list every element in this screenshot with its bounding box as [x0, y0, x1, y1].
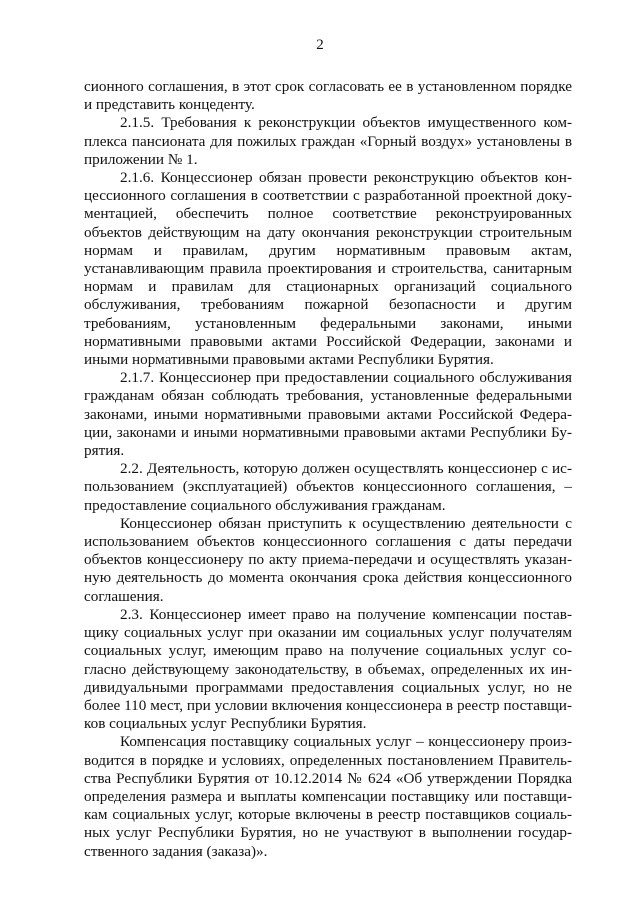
document-body	[84, 78, 572, 861]
paragraph-2-1-7: 2.1.7. Концессионер при предоставлении социального обслуживания гражданам обязан соблюдать требования, установленные федеральными законами, иными нормативными правовыми актами Российской Федерации, законами и иными нормативными правовыми актами Республики Бурятия.	[84, 369, 572, 460]
paragraph-continuation: сионного соглашения, в этот срок согласовать ее в установленном порядке и представить концеденту.	[84, 78, 572, 114]
paragraph-2-2-activity-start: Концессионер обязан приступить к осуществлению деятельности с использованием объектов концессионного соглашения с даты передачи объектов концессионеру по акту приема-передачи и осуществлять указанную деятельность до момента окончания срока действия концессионного соглашения.	[84, 514, 572, 605]
page-number: 2	[316, 37, 324, 53]
paragraph-2-3: 2.3. Концессионер имеет право на получение компенсации поставщику социальных услуг при оказании им социальных услуг получателям социальных услуг, имеющим право на получение социальных услуг согласно действующему законодательству, в объемах, определенных их индивидуальными программами предоставления социальных услуг, но не более 110 мест, при условии включения концессионера в реестр поставщиков социальных услуг Республики Бурятия.	[84, 605, 572, 733]
paragraph-2-1-5: 2.1.5. Требования к реконструкции объектов имущественного комплекса пансионата для пожилых граждан «Горный воздух» установлены в приложении № 1.	[84, 114, 572, 168]
paragraph-2-2: 2.2. Деятельность, которую должен осуществлять концессионер с использованием (эксплуатацией) объектов концессионного соглашения, – предоставление социального обслуживания гражданам.	[84, 460, 572, 514]
paragraph-2-3-compensation: Компенсация поставщику социальных услуг – концессионеру производится в порядке и условиях, определенных постановлением Правительства Республики Бурятия от 10.12.2014 № 624 «Об утверждении Порядка определения размера и выплаты компенсации поставщику или поставщикам социальных услуг, которые включены в реестр поставщиков социальных услуг Республики Бурятия, но не участвуют в выполнении государственного задания (заказа)».	[84, 733, 572, 860]
paragraph-2-1-6: 2.1.6. Концессионер обязан провести реконструкцию объектов концессионного соглашения в соответствии с разработанной проектной документацией, обеспечить полное соответствие реконструированных объектов действующим на дату окончания реконструкции строительным нормам и правилам, другим нормативным правовым актам, устанавливающим правила проектирования и строительства, санитарным нормам и правилам для стационарных организаций социального обслуживания, требованиям пожарной безопасности и другим требованиям, установленным федеральными законами, иными нормативными правовыми актами Российской Федерации, законами и иными нормативными правовыми актами Республики Бурятия.	[84, 169, 572, 369]
